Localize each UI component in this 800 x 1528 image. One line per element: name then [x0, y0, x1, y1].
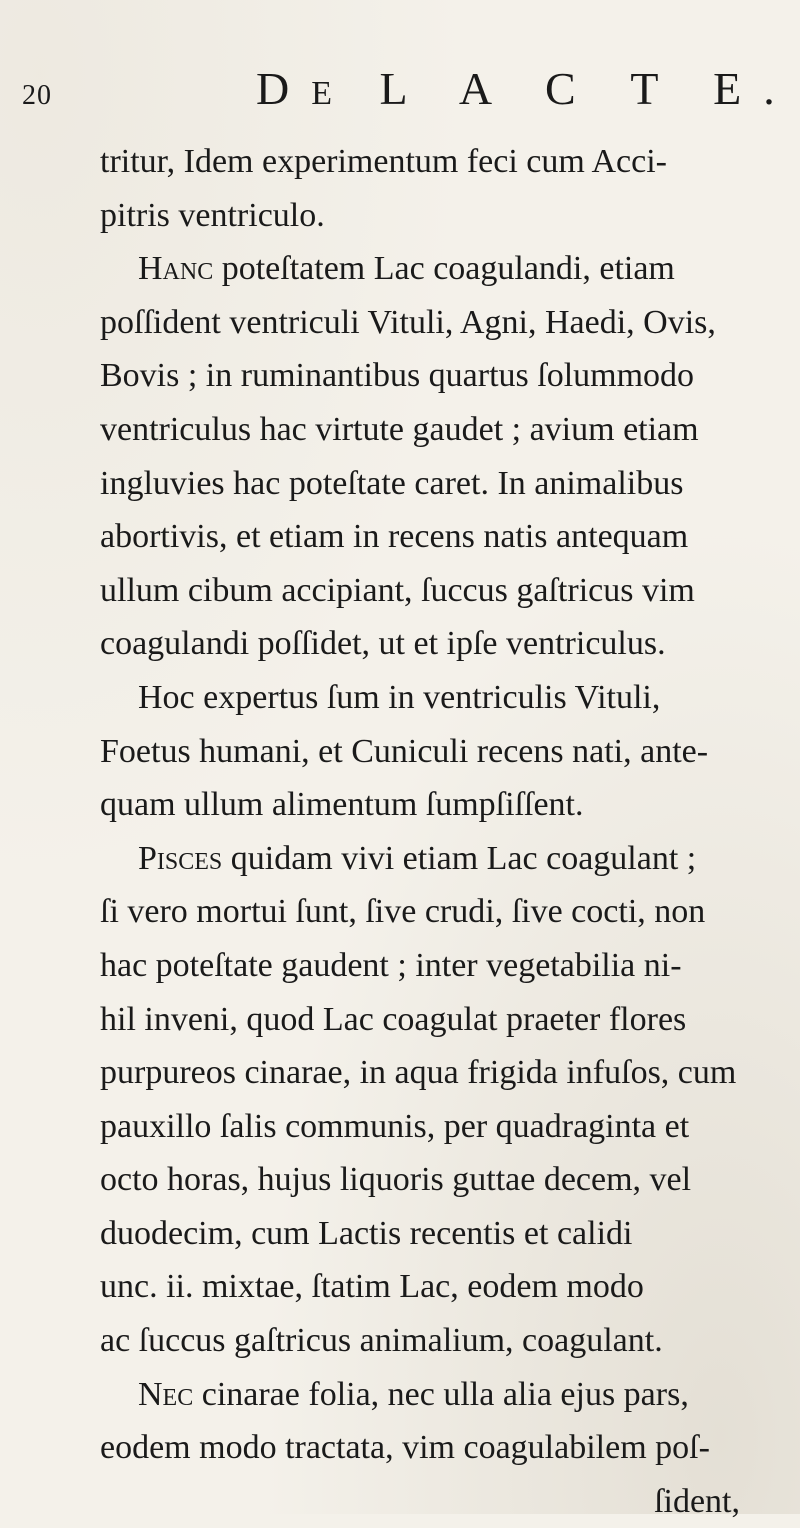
running-head-title: [256, 62, 797, 115]
paragraph-lead-word: Pisces: [138, 839, 223, 877]
text-line: pitris ventriculo.: [100, 196, 325, 234]
paragraph-start-line: Pisces quidam vivi etiam Lac coagulant ;: [138, 839, 697, 877]
paragraph-lead-word: Nec: [138, 1375, 194, 1413]
page-number: 20: [22, 80, 52, 111]
catchword-line: [100, 1475, 770, 1528]
text-line: ullum cibum accipiant, ſuccus gaſtricus vim: [100, 571, 695, 609]
paragraph-start-line: Hoc expertus ſum in ventriculis Vituli,: [138, 678, 661, 716]
text-line: abortivis, et etiam in recens natis antequam: [100, 518, 689, 556]
paragraph-start-line: Nec cinarae folia, nec ulla alia ejus pars,: [138, 1375, 689, 1413]
text-line: octo horas, hujus liquoris guttae decem, vel: [100, 1161, 692, 1199]
text-line: hac poteſtate gaudent ; inter vegetabilia ni-: [100, 946, 682, 984]
text-line: eodem modo tractata, vim coagulabilem poſ-: [100, 1429, 710, 1467]
title-main: L A C T E.: [379, 63, 797, 114]
page-header: [22, 62, 797, 122]
title-first-letter: D: [256, 63, 312, 114]
paragraph-start-line: Hanc poteſtatem Lac coagulandi, etiam: [138, 250, 675, 288]
text-line: poſſident ventriculi Vituli, Agni, Haedi, Ovis,: [100, 303, 716, 341]
text-line: tritur, Idem experimentum feci cum Acci-: [100, 143, 667, 180]
text-line: Bovis ; in ruminantibus quartus ſolummodo: [100, 357, 695, 395]
text-line: ſi vero mortui ſunt, ſive crudi, ſive cocti, non: [100, 893, 706, 931]
title-small-letter: E: [311, 75, 347, 112]
text-line: ventriculus hac virtute gaudet ; avium etiam: [100, 410, 699, 448]
paragraph-lead-word: Hoc: [138, 678, 195, 716]
text-line: pauxillo ſalis communis, per quadraginta et: [100, 1107, 690, 1145]
text-line: Foetus humani, et Cuniculi recens nati, ante-: [100, 732, 709, 770]
text-line: hil inveni, quod Lac coagulat praeter flores: [100, 1000, 687, 1038]
paragraph-lead-word: Hanc: [138, 250, 214, 288]
text-line: purpureos cinarae, in aqua frigida infuſos, cum: [100, 1054, 737, 1092]
catchword: ſident,: [654, 1482, 740, 1520]
text-line: ac ſuccus gaſtricus animalium, coagulant.: [100, 1322, 663, 1360]
body-text: [100, 135, 770, 1528]
text-line: duodecim, cum Lactis recentis et calidi: [100, 1214, 633, 1252]
text-line: ingluvies hac poteſtate caret. In animalibus: [100, 464, 684, 502]
text-line: quam ullum alimentum ſumpſiſſent.: [100, 786, 584, 824]
text-line: unc. ii. mixtae, ſtatim Lac, eodem modo: [100, 1268, 644, 1306]
text-line: coagulandi poſſidet, ut et ipſe ventriculus.: [100, 625, 666, 663]
